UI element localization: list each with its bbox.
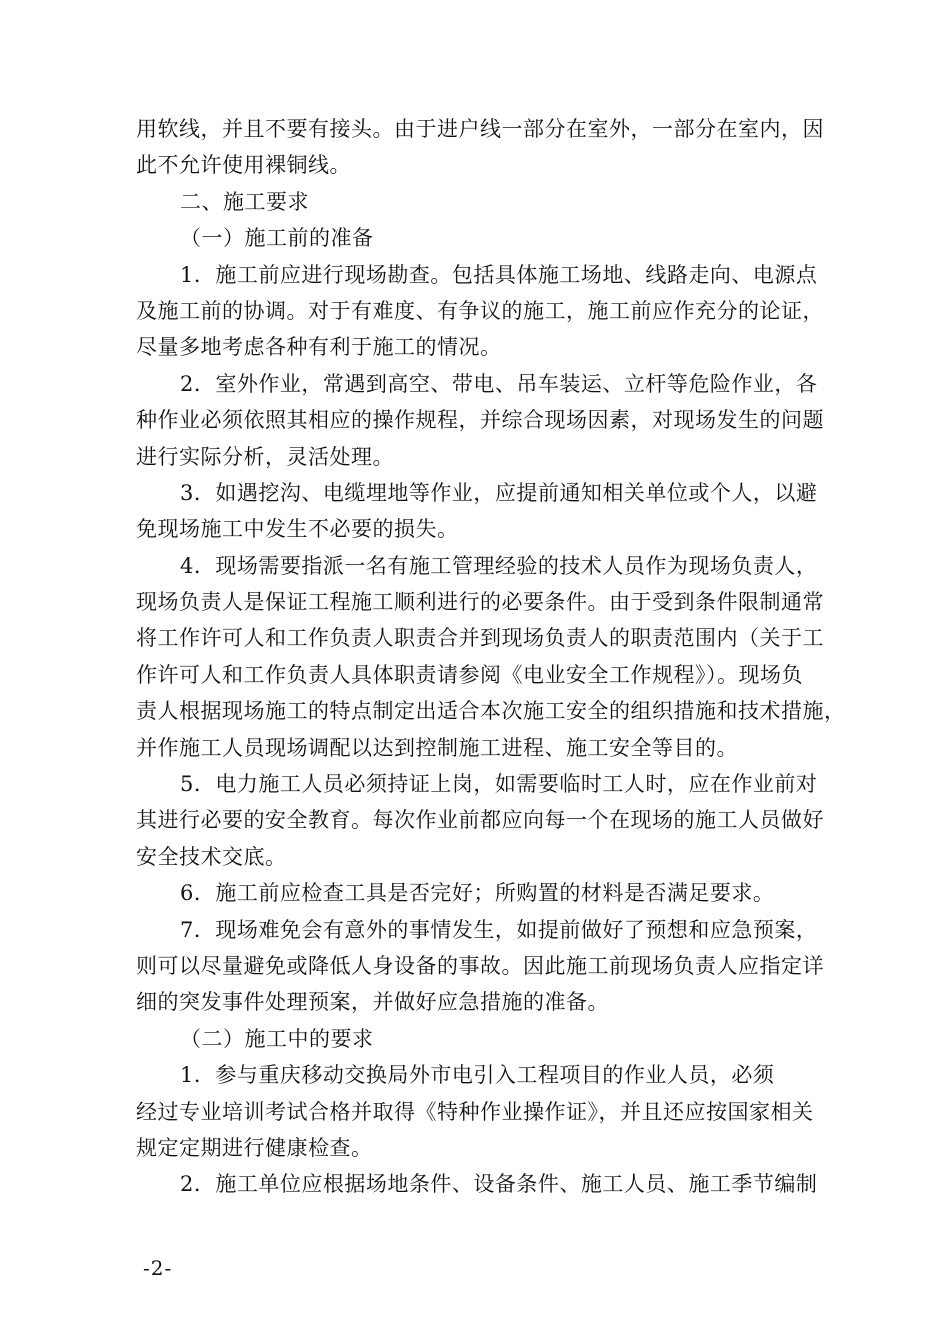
- text-line: 规定定期进行健康检查。: [136, 1135, 373, 1160]
- text-line: 3．如遇挖沟、电缆埋地等作业，应提前通知相关单位或个人，以避: [180, 480, 818, 505]
- text-line: 2．施工单位应根据场地条件、设备条件、施工人员、施工季节编制: [180, 1172, 818, 1197]
- text-line: （一）施工前的准备: [180, 226, 374, 251]
- text-line: 现场负责人是保证工程施工顺利进行的必要条件。由于受到条件限制通常: [136, 590, 824, 615]
- text-line: 进行实际分析，灵活处理。: [136, 444, 394, 469]
- text-line: 并作施工人员现场调配以达到控制施工进程、施工安全等目的。: [136, 735, 738, 760]
- text-line: 此不允许使用裸铜线。: [136, 153, 351, 178]
- text-line: 种作业必须依照其相应的操作规程，并综合现场因素，对现场发生的问题: [136, 408, 824, 433]
- text-line: 安全技术交底。: [136, 844, 287, 869]
- text-line: 作许可人和工作负责人具体职责请参阅《电业安全工作规程》）。现场负: [136, 662, 803, 687]
- text-line: 免现场施工中发生不必要的损失。: [136, 517, 459, 542]
- text-line: 7．现场难免会有意外的事情发生，如提前做好了预想和应急预案，: [180, 917, 818, 942]
- text-line: 尽量多地考虑各种有利于施工的情况。: [136, 335, 502, 360]
- text-line: 4．现场需要指派一名有施工管理经验的技术人员作为现场负责人，: [180, 553, 818, 578]
- text-line: 1．施工前应进行现场勘查。包括具体施工场地、线路走向、电源点: [180, 262, 818, 287]
- text-line: （二）施工中的要求: [180, 1026, 374, 1051]
- text-line: 用软线，并且不要有接头。由于进户线一部分在室外，一部分在室内，因: [136, 117, 824, 141]
- text-line: 经过专业培训考试合格并取得《特种作业操作证》，并且还应按国家相关: [136, 1099, 814, 1124]
- text-line: 6．施工前应检查工具是否完好；所购置的材料是否满足要求。: [180, 881, 775, 906]
- text-line: 责人根据现场施工的特点制定出适合本次施工安全的组织措施和技术措施，: [136, 699, 846, 724]
- text-line: 将工作许可人和工作负责人职责合并到现场负责人的职责范围内（关于工: [136, 626, 824, 651]
- text-line: 1．参与重庆移动交换局外市电引入工程项目的作业人员，必须: [180, 1063, 775, 1088]
- document-body: [136, 111, 856, 1203]
- text-line: 2．室外作业，常遇到高空、带电、吊车装运、立杆等危险作业，各: [180, 371, 818, 396]
- text-line: 其进行必要的安全教育。每次作业前都应向每一个在现场的施工人员做好: [136, 808, 824, 833]
- text-line: 5．电力施工人员必须持证上岗，如需要临时工人时，应在作业前对: [180, 772, 818, 797]
- text-line: 及施工前的协调。对于有难度、有争议的施工，施工前应作充分的论证，: [136, 298, 824, 323]
- text-line: 细的突发事件处理预案，并做好应急措施的准备。: [136, 990, 609, 1015]
- text-line: 二、施工要求: [180, 189, 309, 214]
- text-line: 则可以尽量避免或降低人身设备的事故。因此施工前现场负责人应指定详: [136, 953, 824, 978]
- page-number: -2-: [143, 1256, 173, 1280]
